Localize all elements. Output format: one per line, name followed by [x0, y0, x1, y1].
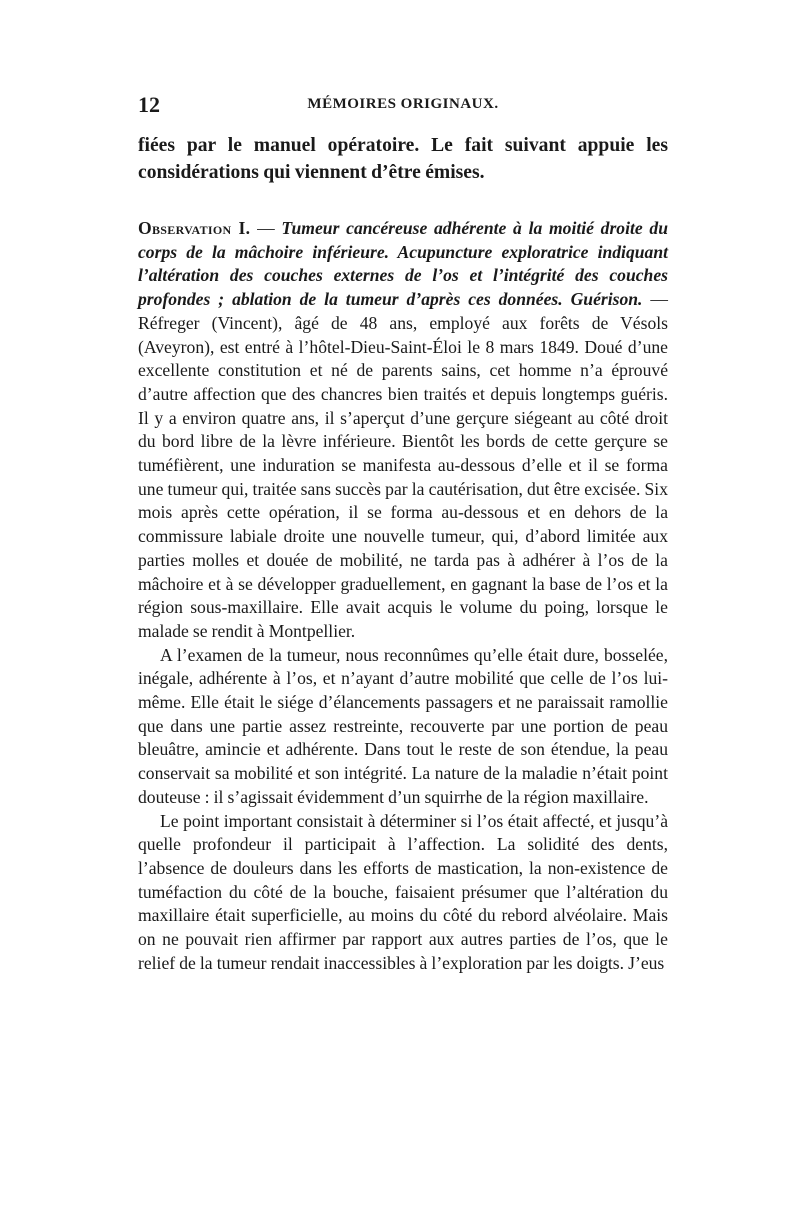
running-title: MÉMOIRES ORIGINAUX.: [307, 96, 499, 112]
observation-dash: —: [250, 218, 282, 238]
observation-text: — Réfreger (Vincent), âgé de 48 ans, employé aux forêts de Vésols (Aveyron), est entré à l’hôtel-Dieu-Saint-Éloi le 8 mars 1849. Doué d’une excellente constitution et né de parents sains, cet homme n’a éprouvé d’autre affection que des chancres bien traités et depuis longtemps guéris. Il y a environ quatre ans, il s’aperçut d’une gerçure siégeant au côté droit du bord libre de la lèvre inférieure. Bientôt les bords de cette gerçure se tuméfièrent, une induration se manifesta au-dessous d’elle et il se forma une tumeur qui, traitée sans succès par la cautérisation, dut être excisée. Six mois après cette opération, il se forma au-dessous et en dehors de la commissure labiale droite une nouvelle tumeur, qui, d’abord limitée aux parties molles et douée de mobilité, ne tarda pas à adhérer à l’os de la mâchoire et à se développer graduellement, en gagnant la base de l’os et la région sous-maxillaire. Elle avait acquis le volume du poing, lorsque le malade se rendit à Montpellier.: [138, 289, 668, 641]
page-content: [138, 92, 668, 976]
intro-paragraph: fiées par le manuel opératoire. Le fait suivant appuie les considérations qui viennent d’être émises.: [138, 135, 668, 183]
running-header: [138, 92, 668, 120]
observation-label: Observation I.: [138, 218, 251, 238]
paragraph-diagnosis: Le point important consistait à déterminer si l’os était affecté, et jusqu’à quelle profondeur il participait à l’affection. La solidité des dents, l’absence de douleurs dans les efforts de mastication, la non-existence de tuméfaction du côté de la bouche, faisaient présumer que l’altération du maxillaire était superficielle, au moins du côté du rebord alvéolaire. Mais on ne pouvait rien affirmer par rapport aux autres parties de l’os, que le relief de la tumeur rendait inaccessibles à l’exploration par les doigts. J’eus: [138, 810, 668, 973]
observation-paragraph: [138, 217, 668, 644]
observation-summary: Tumeur cancéreuse adhérente à la moitié droite du corps de la mâchoire inférieure. Acupuncture exploratrice indiquant l’altération des couches externes de l’os et l’intégrité des couches profondes ; ablation de la tumeur d’après ces données. Guérison.: [138, 218, 668, 310]
page-number: 12: [138, 92, 160, 117]
paragraph-examination: A l’examen de la tumeur, nous reconnûmes qu’elle était dure, bosselée, inégale, adhérente à l’os, et n’ayant d’autre mobilité que celle de l’os lui-même. Elle était le siége d’élancements passagers et ne paraissait ramollie que dans une partie assez restreinte, recouverte par une portion de peau bleuâtre, amincie et adhérente. Dans tout le reste de son étendue, la peau conservait sa mobilité et son intégrité. La nature de la maladie n’était point douteuse : il s’agissait évidemment d’un squirrhe de la région maxillaire.: [138, 644, 668, 807]
